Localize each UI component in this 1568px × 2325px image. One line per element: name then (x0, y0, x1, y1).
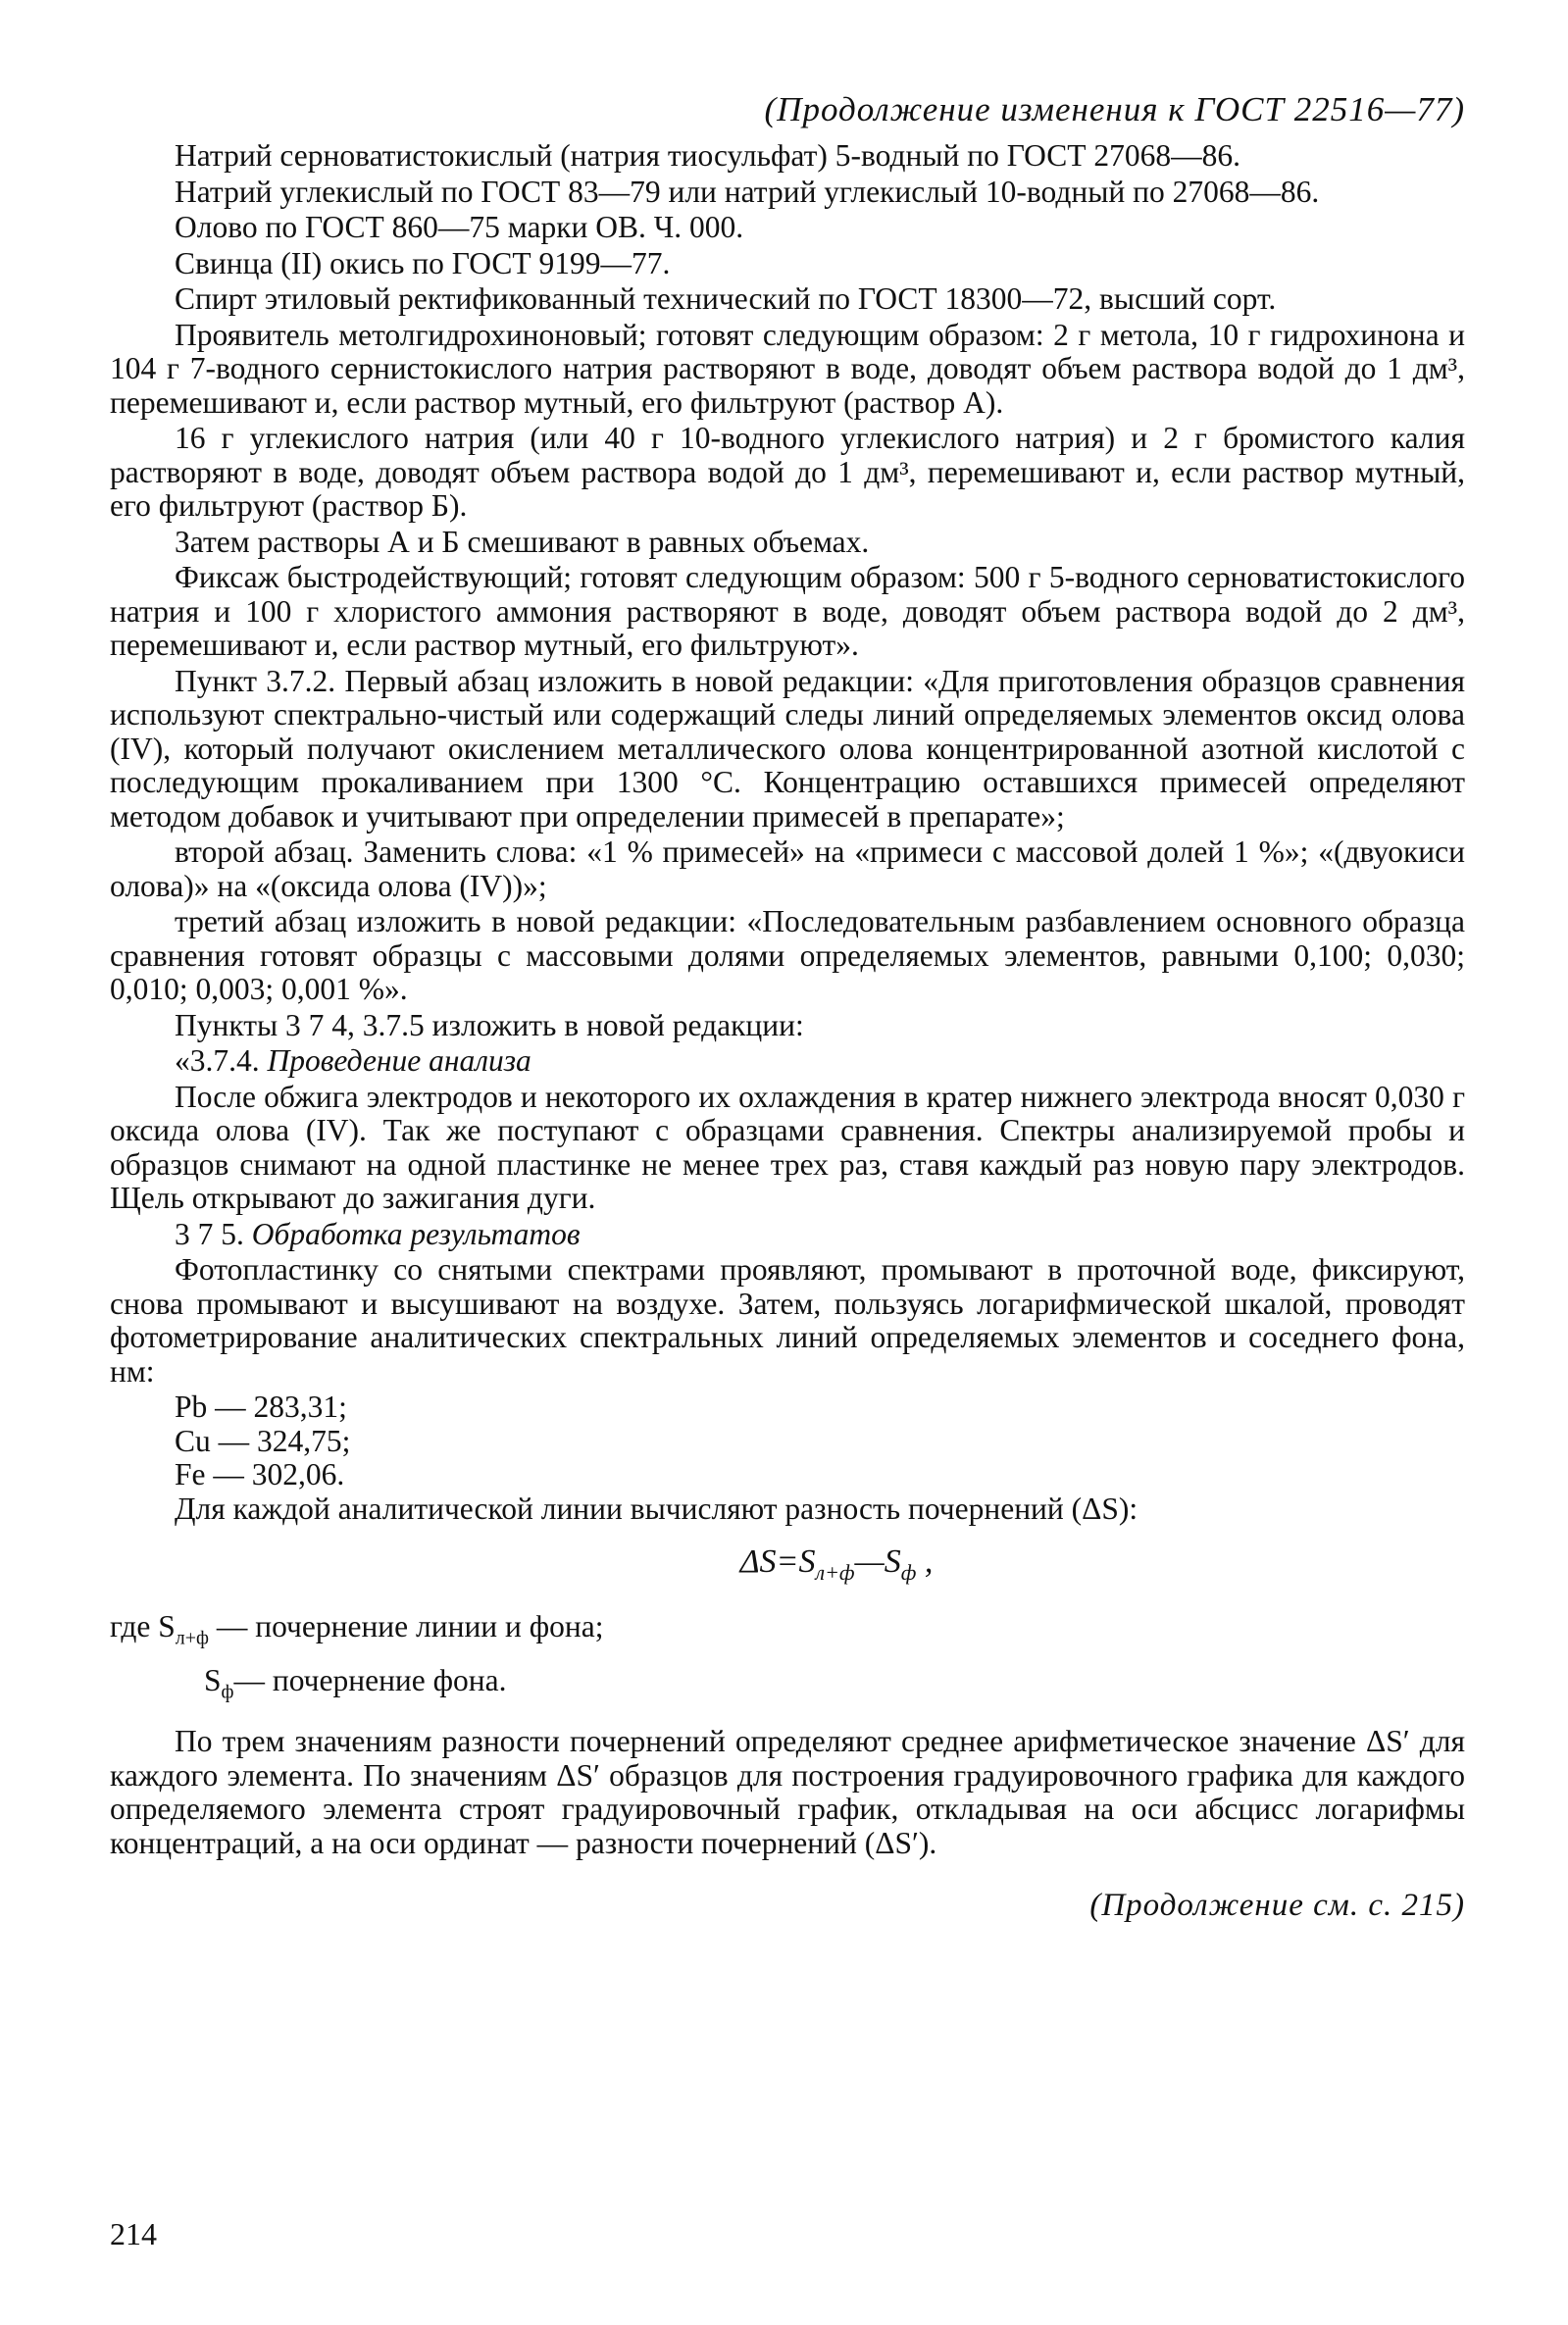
section-heading-3-7-5 (175, 1218, 1465, 1252)
paragraph: По трем значениям разности почернений определяют среднее арифметическое значение ΔS′ для каждого элемента. По значениям ΔS′ образцов для построения градуировочного графика для каждого определяемого элемента строят градуировочный график, откладывая на оси абсцисс логарифмы концентраций, а на оси ординат — разности почернений (ΔS′). (110, 1724, 1465, 1860)
page-header: (Продолжение изменения к ГОСТ 22516—77) (764, 90, 1465, 128)
spectral-line-cu: Cu — 324,75; (175, 1423, 351, 1458)
section-number: 3 7 5. (175, 1216, 252, 1251)
legend-symbol: S (204, 1663, 222, 1698)
paragraph: После обжига электродов и некоторого их охлаждения в кратер нижнего электрода вносят 0,030 г оксида олова (IV). Так же поступают с образцами сравнения. Спектры анализируемой пробы и образцов снимают на одной пластинке не менее трех раз, ставя каждый раз новую пару электродов. Щель открывают до зажигания дуги. (110, 1079, 1465, 1215)
formula-delta-s (110, 1543, 1465, 1586)
legend-text: — почернение линии и фона; (208, 1608, 604, 1643)
section-title: Проведение анализа (267, 1043, 531, 1078)
formula-part: —S (854, 1543, 901, 1580)
continuation-note: (Продолжение см. с. 215) (1089, 1888, 1465, 1924)
paragraph: Пункты 3 7 4, 3.7.5 изложить в новой редакции: (175, 1007, 804, 1042)
paragraph: Натрий серноватистокислый (натрия тиосульфат) 5-водный по ГОСТ 27068—86. (175, 138, 1241, 173)
section-heading-3-7-4 (175, 1044, 1465, 1079)
formula-part: , (916, 1543, 934, 1580)
page-number: 214 (110, 2216, 157, 2251)
paragraph: Фиксаж быстродействующий; готовят следующим образом: 500 г 5-водного серноватистокислого натрия и 100 г хлористого аммония растворяют в воде, доводят объем раствора водой до 2 дм³, перемешивают и, если раствор мутный, его фильтруют». (110, 560, 1465, 662)
paragraph: Спирт этиловый ректификованный технический по ГОСТ 18300—72, высший сорт. (175, 281, 1277, 316)
paragraph: 16 г углекислого натрия (или 40 г 10-водного углекислого натрия) и 2 г бромистого калия растворяют в воде, доводят объем раствора водой до 1 дм³, перемешивают и, если раствор мутный, его фильтруют (раствор Б). (110, 421, 1465, 523)
legend-symbol: где S (110, 1608, 176, 1643)
legend-subscript: ф (221, 1681, 234, 1703)
paragraph: Натрий углекислый по ГОСТ 83—79 или натрий углекислый 10-водный по 27068—86. (175, 174, 1320, 209)
paragraph: Олово по ГОСТ 860—75 марки ОВ. Ч. 000. (175, 210, 744, 244)
formula-subscript: л+ф (815, 1559, 855, 1585)
document-page (110, 90, 1465, 1924)
spectral-line-pb: Pb — 283,31; (175, 1390, 347, 1424)
formula-subscript: ф (900, 1559, 917, 1585)
paragraph: Затем растворы А и Б смешивают в равных объемах. (175, 524, 870, 559)
legend-subscript: л+ф (175, 1627, 209, 1649)
formula-part: ΔS=S (739, 1543, 816, 1580)
formula-legend-1 (110, 1607, 1465, 1657)
legend-text: — почернение фона. (233, 1663, 507, 1698)
paragraph: Проявитель метолгидрохиноновый; готовят следующим образом: 2 г метола, 10 г гидрохинона и 104 г 7-водного сернистокислого натрия растворяют в воде, доводят объем раствора водой до 1 дм³, перемешивают и, если раствор мутный, его фильтруют (раствор А). (110, 317, 1465, 420)
formula-legend-2 (204, 1661, 1465, 1711)
spectral-line-fe: Fe — 302,06. (175, 1457, 345, 1491)
section-title: Обработка результатов (251, 1216, 581, 1251)
paragraph: Для каждой аналитической линии вычисляют разность почернений (ΔS): (175, 1491, 1138, 1526)
section-number: «3.7.4. (175, 1043, 268, 1078)
paragraph: третий абзац изложить в новой редакции: «Последовательным разбавлением основного образца сравнения готовят образцы с массовыми долями определяемых элементов, равными 0,100; 0,030; 0,010; 0,003; 0,001 %». (110, 904, 1465, 1006)
paragraph: Свинца (II) окись по ГОСТ 9199—77. (175, 245, 671, 280)
paragraph: Пункт 3.7.2. Первый абзац изложить в новой редакции: «Для приготовления образцов сравнения используют спектрально-чистый или содержащий следы линий определяемых элементов оксид олова (IV), который получают окислением металлического олова концентрированной азотной кислотой с последующим прокаливанием при 1300 °С. Концентрацию оставшихся примесей определяют методом добавок и учитывают при определении примесей в препарате»; (110, 663, 1465, 834)
paragraph: Фотопластинку со снятыми спектрами проявляют, промывают в проточной воде, фиксируют, снова промывают и высушивают на воздухе. Затем, пользуясь логарифмической шкалой, проводят фотометрирование аналитических спектральных линий определяемых элементов и соседнего фона, нм: (110, 1252, 1465, 1389)
paragraph: второй абзац. Заменить слова: «1 % примесей» на «примеси с массовой долей 1 %»; «(двуокиси олова)» на «(оксида олова (IV))»; (110, 834, 1465, 903)
